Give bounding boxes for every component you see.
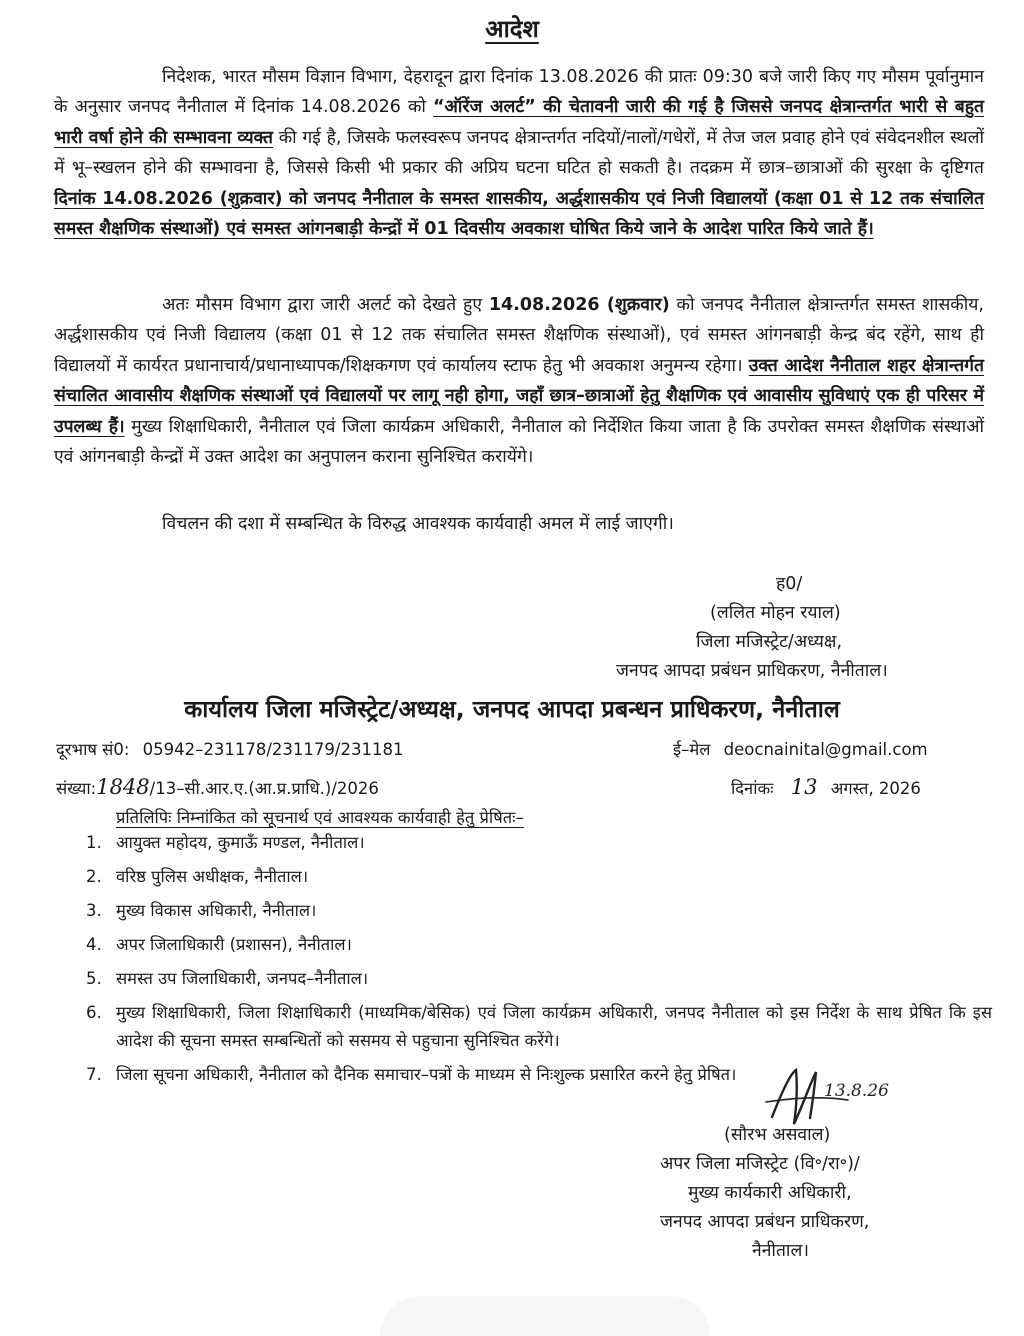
list-item-text: समस्त उप जिलाधिकारी, जनपद–नैनीताल। (116, 969, 369, 988)
para2-text-3: को जनपद नैनीताल क्षेत्रान्तर्गत समस्त शासकीय, अर्द्धशासकीय एवं निजी विद्यालय (कक्षा 01 से 12 तक संचालित समस्त शैक्षणिक संस्थाओं), एवं समस्त आंगनबाड़ी केन्द्र बंद रहेंगे, साथ ही विद्यालयों में कार्यरत प्रधानाचार्य/प्रधानाध्यापक/शिक्षकगण एवं कार्यालय स्टाफ हेतु भी अवकाश अनुमन्य रहेगा। (54, 295, 984, 376)
handwritten-sign-date: 13.8.26 (824, 1081, 889, 1101)
para1-text-1: निदेशक, भारत मौसम विज्ञान विभाग, देहरादून द्वारा दिनांक 13.08.2026 की प्रातः 09:30 बजे जारी किए गए मौसम पूर्वानुमान के अनुसार जनपद नैनीताल में दिनांक 14.08.2026 को (54, 67, 984, 118)
para1-text-3: की गई है, जिसके फलस्वरूप जनपद क्षेत्रान्तर्गत नदियों/नालों/गधेरों, में तेज जल प्रवाह होने एवं संवेदनशील स्थलों में भू–स्खलन होने की सम्भावना है, जिससे किसी भी प्रकार की अप्रिय घटना घटित हो सकती है। तदक्रम में छात्र–छात्राओं की सुरक्षा के दृष्टिगत (54, 127, 984, 179)
para2-date: 14.08.2026 (शुक्रवार) (488, 295, 670, 315)
list-item-number: 2. (86, 867, 102, 886)
order-paragraph-2 (54, 290, 984, 472)
phone-numbers: 05942–231178/231179/231181 (142, 740, 404, 759)
list-item (86, 931, 992, 959)
signatory-2-place: नैनीताल। (752, 1241, 809, 1261)
signatory-2 (660, 1121, 980, 1266)
email-line (673, 737, 928, 760)
order-paragraph-1 (54, 62, 984, 244)
para1-highlight-holiday: दिनांक 14.08.2026 (शुक्रवार) को जनपद नैनीताल के समस्त शासकीय, अर्द्धशासकीय एवं निजी विद्यालयों (कक्षा 01 से 12 तक संचालित समस्त शैक्षणिक संस्थाओं) एवं समस्त आंगनबाड़ी केन्द्रों में 01 दिवसीय अवकाश घोषित किये जाने के आदेश पारित किये जाते हैं। (54, 188, 984, 240)
signatory-2-designation-1: अपर जिला मजिस्ट्रेट (वि॰/रा॰)/ (660, 1154, 860, 1174)
bottom-overlay (380, 1296, 710, 1336)
signatory-1-designation: जिला मजिस्ट्रेट/अध्यक्ष, (696, 632, 843, 652)
list-item-number: 5. (86, 969, 102, 988)
list-item-text: मुख्य विकास अधिकारी, नैनीताल। (116, 901, 317, 920)
email-address: deocnainital@gmail.com (723, 740, 928, 759)
list-item-text: जिला सूचना अधिकारी, नैनीताल को दैनिक समाचार–पत्रों के माध्यम से निःशुल्क प्रसारित करने हेतु प्रेषित। (116, 1065, 737, 1084)
issue-date (731, 775, 921, 799)
list-item (86, 965, 992, 993)
signatory-2-name: (सौरभ असवाल) (724, 1125, 831, 1145)
signatory-2-designation-2: मुख्य कार्यकारी अधिकारी, (688, 1183, 852, 1203)
phone-label: दूरभाष सं0: (56, 740, 130, 759)
copy-heading (116, 805, 524, 828)
order-paragraph-3: विचलन की दशा में सम्बन्धित के विरुद्ध आवश्यक कार्यवाही अमल में लाई जाएगी। (162, 514, 674, 534)
para2-text-5: मुख्य शिक्षाधिकारी, नैनीताल एवं जिला कार्यक्रम अधिकारी, नैनीताल को निर्देशित किया जाता है कि उपरोक्त समस्त शैक्षणिक संस्थाओं एवं आंगनबाड़ी केन्द्रों में उक्त आदेश का अनुपालन कराना सुनिश्चित करायेंगे। (54, 416, 984, 468)
phone-line (56, 737, 403, 760)
list-item-text: मुख्य शिक्षाधिकारी, जिला शिक्षाधिकारी (माध्यमिक/बेसिक) एवं जिला कार्यक्रम अधिकारी, जनपद नैनीताल को इस निर्देश के साथ प्रेषित कि इस आदेश की सूचना समस्त सम्बन्धितों को ससमय से पहुचाना सुनिश्चित करेंगे। (116, 1003, 992, 1050)
list-item-number: 1. (86, 833, 102, 852)
list-item (86, 863, 992, 891)
office-heading: कार्यालय जिला मजिस्ट्रेट/अध्यक्ष, जनपद आपदा प्रबन्धन प्राधिकरण, नैनीताल (184, 695, 840, 723)
page-title (0, 12, 1024, 45)
handwritten-day: 13 (790, 775, 818, 799)
signatory-1 (616, 570, 986, 686)
signatory-2-office: जनपद आपदा प्रबंधन प्राधिकरण, (660, 1212, 870, 1232)
list-item-number: 7. (86, 1065, 102, 1084)
para1-highlight-alert: “ऑरेंज अलर्ट” की चेतावनी जारी की गई है जिससे जनपद क्षेत्रान्तर्गत भारी से बहुत भारी वर्षा होने की सम्भावना व्यक्त (54, 97, 985, 148)
list-item-number: 3. (86, 901, 102, 920)
list-item-text: आयुक्त महोदय, कुमाऊँ मण्डल, नैनीताल। (116, 833, 365, 852)
title-text: आदेश (485, 15, 539, 43)
signatory-1-office: जनपद आपदा प्रबंधन प्राधिकरण, नैनीताल। (616, 661, 888, 681)
list-item (86, 829, 992, 857)
email-label: ई–मेल (673, 740, 711, 759)
list-item-number: 6. (86, 1003, 102, 1022)
signatory-1-name: (ललित मोहन रयाल) (710, 603, 841, 623)
copy-heading-text: प्रतिलिपिः निम्नांकित को सूचनार्थ एवं आवश्यक कार्यवाही हेतु प्रेषितः– (116, 808, 524, 827)
list-item (86, 999, 992, 1055)
handwritten-reference-no: 1848 (96, 775, 150, 799)
reference-label: संख्या: (56, 779, 97, 798)
list-item (86, 897, 992, 925)
reference-rest: /13–सी.आर.ए.(आ.प्र.प्राधि.)/2026 (149, 779, 379, 798)
list-item-number: 4. (86, 935, 102, 954)
para2-text-1: अतः मौसम विभाग द्वारा जारी अलर्ट को देखते हुए (162, 295, 489, 315)
para2-highlight-exemption: उक्त आदेश नैनीताल शहर क्षेत्रान्तर्गत संचालित आवासीय शैक्षणिक संस्थाओं एवं विद्यालयों पर लागू नही होगा, जहाँ छात्र–छात्राओं हेतु शैक्षणिक एवं आवासीय सुविधाएं एक ही परिसर में उपलब्ध हैं। (54, 355, 984, 437)
date-label: दिनांकः (731, 779, 774, 798)
list-item-text: अपर जिलाधिकारी (प्रशासन), नैनीताल। (116, 935, 352, 954)
signatory-1-sign: ह0/ (776, 574, 803, 594)
list-item-text: वरिष्ठ पुलिस अधीक्षक, नैनीताल। (116, 867, 309, 886)
copy-recipient-list (86, 829, 992, 1095)
reference-number (56, 775, 379, 799)
date-rest: अगस्त, 2026 (830, 779, 921, 798)
